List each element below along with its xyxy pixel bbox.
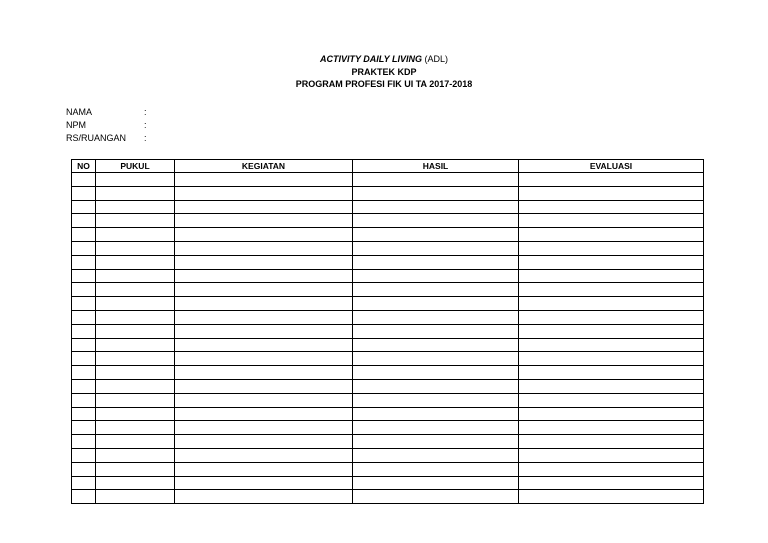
table-cell xyxy=(175,173,353,187)
info-separator: : xyxy=(144,107,147,117)
table-cell xyxy=(72,407,96,421)
table-cell xyxy=(96,269,175,283)
table-cell xyxy=(175,297,353,311)
table-cell xyxy=(519,435,704,449)
table-cell xyxy=(519,255,704,269)
table-body xyxy=(72,173,704,504)
table-cell xyxy=(72,283,96,297)
table-cell xyxy=(96,297,175,311)
table-cell xyxy=(72,366,96,380)
table-cell xyxy=(96,241,175,255)
table-cell xyxy=(96,352,175,366)
column-header-pukul: PUKUL xyxy=(96,160,175,173)
table-cell xyxy=(519,352,704,366)
table-cell xyxy=(519,379,704,393)
table-row xyxy=(72,255,704,269)
table-row xyxy=(72,297,704,311)
table-cell xyxy=(175,255,353,269)
table-row xyxy=(72,379,704,393)
table-row xyxy=(72,269,704,283)
document-subtitle: PRAKTEK KDP xyxy=(351,66,417,77)
table-cell xyxy=(353,228,519,242)
table-row xyxy=(72,228,704,242)
document-title xyxy=(0,53,768,66)
table-cell xyxy=(519,366,704,380)
table-cell xyxy=(72,186,96,200)
table-cell xyxy=(353,200,519,214)
table-cell xyxy=(353,255,519,269)
table-row xyxy=(72,214,704,228)
table-row xyxy=(72,338,704,352)
table-cell xyxy=(353,421,519,435)
table-cell xyxy=(353,338,519,352)
table-row xyxy=(72,352,704,366)
table-cell xyxy=(519,310,704,324)
table-row xyxy=(72,241,704,255)
table-cell xyxy=(72,173,96,187)
table-cell xyxy=(519,324,704,338)
table-row xyxy=(72,421,704,435)
table-cell xyxy=(96,490,175,504)
table-row xyxy=(72,448,704,462)
table-cell xyxy=(72,421,96,435)
info-label: NAMA xyxy=(66,107,93,117)
table-cell xyxy=(72,228,96,242)
table-cell xyxy=(96,366,175,380)
table-cell xyxy=(96,393,175,407)
table-cell xyxy=(72,297,96,311)
table-row xyxy=(72,324,704,338)
info-label: NPM xyxy=(66,120,86,130)
table-cell xyxy=(175,283,353,297)
table-cell xyxy=(519,490,704,504)
table-cell xyxy=(72,435,96,449)
table-row xyxy=(72,173,704,187)
table-cell xyxy=(519,173,704,187)
table-cell xyxy=(96,255,175,269)
table-cell xyxy=(96,448,175,462)
table-cell xyxy=(175,186,353,200)
table-cell xyxy=(96,310,175,324)
table-cell xyxy=(72,379,96,393)
column-header-evaluasi: EVALUASI xyxy=(519,160,704,173)
table-cell xyxy=(175,366,353,380)
table-cell xyxy=(519,448,704,462)
table-cell xyxy=(175,476,353,490)
table-cell xyxy=(96,324,175,338)
info-row-nama xyxy=(66,106,147,119)
table-cell xyxy=(96,283,175,297)
table-row xyxy=(72,393,704,407)
table-row xyxy=(72,462,704,476)
table-cell xyxy=(72,490,96,504)
table-cell xyxy=(72,255,96,269)
table-cell xyxy=(96,407,175,421)
table-cell xyxy=(353,297,519,311)
table-cell xyxy=(353,352,519,366)
table-cell xyxy=(519,241,704,255)
table-row xyxy=(72,476,704,490)
table-row xyxy=(72,366,704,380)
table-cell xyxy=(353,435,519,449)
table-cell xyxy=(72,462,96,476)
table-cell xyxy=(353,366,519,380)
table-cell xyxy=(353,173,519,187)
table-cell xyxy=(353,269,519,283)
table-cell xyxy=(353,407,519,421)
column-header-hasil: HASIL xyxy=(353,160,519,173)
table-cell xyxy=(175,421,353,435)
table-cell xyxy=(175,490,353,504)
info-separator: : xyxy=(144,120,147,130)
table-cell xyxy=(96,476,175,490)
table-cell xyxy=(353,462,519,476)
table-cell xyxy=(72,352,96,366)
table-row xyxy=(72,407,704,421)
table-cell xyxy=(96,462,175,476)
table-cell xyxy=(72,269,96,283)
table-cell xyxy=(175,393,353,407)
table-row xyxy=(72,200,704,214)
table-cell xyxy=(519,228,704,242)
table-cell xyxy=(353,214,519,228)
table-cell xyxy=(96,186,175,200)
table-cell xyxy=(353,310,519,324)
table-cell xyxy=(72,448,96,462)
info-separator: : xyxy=(144,133,147,143)
table-header-row xyxy=(72,160,704,173)
table-cell xyxy=(72,476,96,490)
table-cell xyxy=(519,297,704,311)
table-cell xyxy=(175,324,353,338)
table-cell xyxy=(353,379,519,393)
table-cell xyxy=(519,214,704,228)
info-row-npm xyxy=(66,119,147,132)
table-cell xyxy=(175,448,353,462)
table-cell xyxy=(175,228,353,242)
table-cell xyxy=(519,186,704,200)
table-cell xyxy=(96,214,175,228)
table-cell xyxy=(353,490,519,504)
table-cell xyxy=(519,269,704,283)
table-cell xyxy=(96,338,175,352)
table-row xyxy=(72,490,704,504)
table-cell xyxy=(175,462,353,476)
table-cell xyxy=(72,310,96,324)
table-cell xyxy=(519,476,704,490)
table-cell xyxy=(353,241,519,255)
table-cell xyxy=(353,448,519,462)
table-row xyxy=(72,186,704,200)
table-row xyxy=(72,283,704,297)
column-header-no: NO xyxy=(72,160,96,173)
table-cell xyxy=(519,393,704,407)
info-row-ruangan xyxy=(66,132,147,145)
table-cell xyxy=(175,214,353,228)
title-italic: ACTIVITY DAILY LIVING xyxy=(319,54,422,64)
table-cell xyxy=(519,200,704,214)
table-cell xyxy=(519,338,704,352)
table-cell xyxy=(519,283,704,297)
table-cell xyxy=(353,476,519,490)
table-cell xyxy=(96,435,175,449)
table-cell xyxy=(96,379,175,393)
table-cell xyxy=(72,393,96,407)
info-label: RS/RUANGAN xyxy=(66,133,127,143)
table-cell xyxy=(72,200,96,214)
table-cell xyxy=(96,173,175,187)
adl-table xyxy=(71,159,704,504)
table-cell xyxy=(72,214,96,228)
program-line: PROGRAM PROFESI FIK UI TA 2017-2018 xyxy=(295,79,473,89)
info-section xyxy=(66,106,147,145)
table-cell xyxy=(353,324,519,338)
table-cell xyxy=(96,421,175,435)
table-cell xyxy=(72,324,96,338)
table-cell xyxy=(519,462,704,476)
table-cell xyxy=(96,200,175,214)
table-cell xyxy=(72,241,96,255)
table-cell xyxy=(519,421,704,435)
table-cell xyxy=(353,393,519,407)
table-cell xyxy=(175,310,353,324)
table-cell xyxy=(175,338,353,352)
table-row xyxy=(72,310,704,324)
table-cell xyxy=(175,407,353,421)
column-header-kegiatan: KEGIATAN xyxy=(175,160,353,173)
title-abbrev: (ADL) xyxy=(424,54,449,64)
table-cell xyxy=(175,352,353,366)
table-cell xyxy=(96,228,175,242)
table-cell xyxy=(519,407,704,421)
table-cell xyxy=(175,379,353,393)
table-cell xyxy=(353,283,519,297)
table-cell xyxy=(175,435,353,449)
document-header xyxy=(0,53,768,91)
table-cell xyxy=(175,200,353,214)
table-cell xyxy=(175,269,353,283)
table-row xyxy=(72,435,704,449)
table-cell xyxy=(72,338,96,352)
table-cell xyxy=(175,241,353,255)
table-cell xyxy=(353,186,519,200)
